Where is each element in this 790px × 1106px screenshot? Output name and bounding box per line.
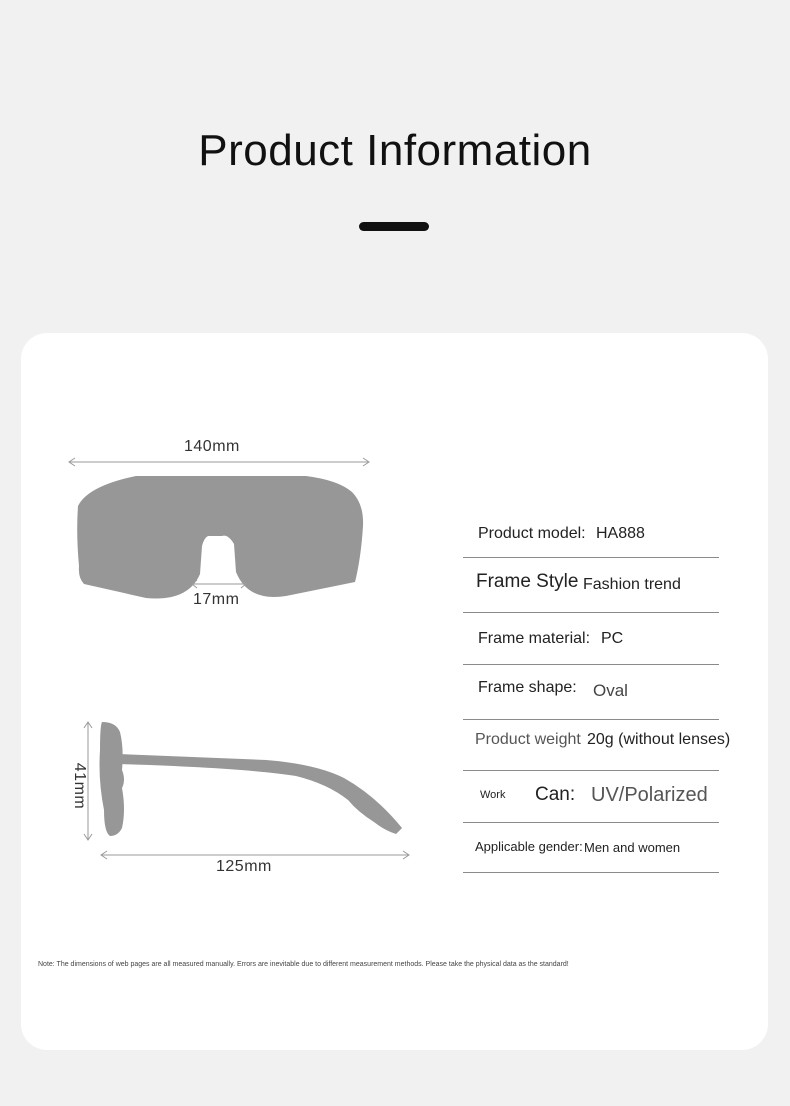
glasses-side-view (96, 720, 408, 840)
spec-weight-label: Product weight (475, 731, 581, 748)
bridge-width-arrow (190, 578, 248, 590)
spec-weight-value: 20g (without lenses) (587, 731, 731, 748)
bridge-width-label: 17mm (193, 591, 240, 608)
spec-function (463, 770, 719, 823)
spec-material-value: PC (601, 630, 624, 647)
spec-gender (463, 822, 719, 873)
title-underline (359, 222, 429, 231)
spec-material (463, 612, 719, 665)
page-title: Product Information (198, 126, 592, 175)
spec-can-label: Can: (535, 784, 576, 805)
spec-model (463, 512, 719, 558)
spec-model-label: Product model: (478, 525, 586, 542)
spec-style-value: Fashion trend (583, 576, 681, 593)
spec-model-value: HA888 (596, 525, 645, 542)
spec-work-label: Work (480, 789, 506, 801)
spec-style-label: Frame Style (476, 571, 579, 592)
measurement-note: Note: The dimensions of web pages are all measured manually. Errors are inevitable due to different measurement methods. Please take the physical data as the standard! (38, 961, 569, 968)
front-width-arrow (66, 456, 374, 468)
spec-weight (463, 719, 731, 771)
spec-gender-label: Applicable gender: (475, 839, 583, 854)
spec-shape (463, 664, 719, 720)
spec-material-label: Frame material: (478, 630, 591, 647)
front-width-label: 140mm (184, 438, 240, 455)
spec-shape-value: Oval (593, 681, 628, 700)
spec-shape-label: Frame shape: (478, 679, 577, 696)
spec-style (463, 557, 719, 613)
spec-can-value: UV/Polarized (591, 784, 708, 806)
lens-height-label: 41mm (71, 762, 89, 810)
temple-length-label: 125mm (216, 858, 272, 875)
spec-gender-value: Men and women (584, 840, 681, 855)
